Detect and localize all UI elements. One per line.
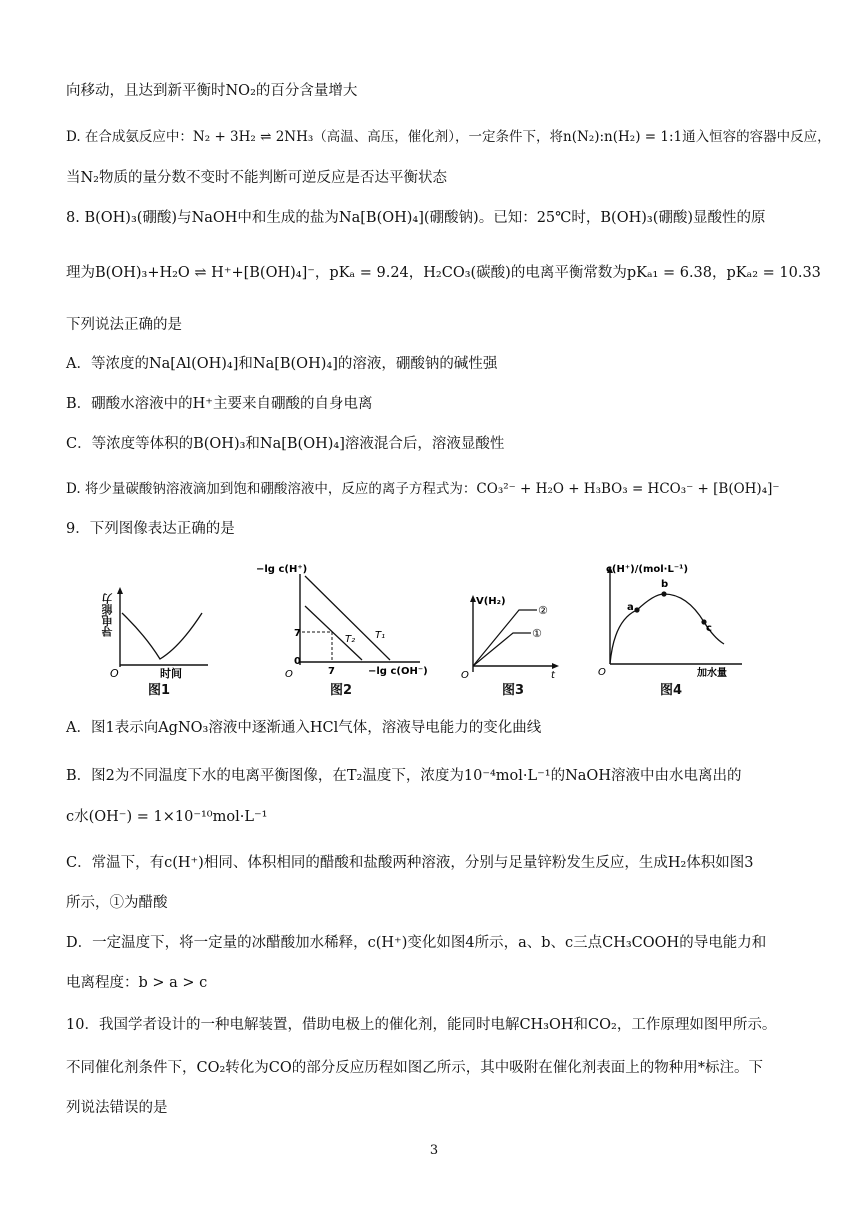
line-5: 下列说法正确的是 [66, 317, 182, 333]
fig2-t1: T₁ [375, 630, 386, 641]
fig4-origin: O [598, 667, 606, 678]
fig2-ylabel: −lg c(H⁺) [256, 564, 308, 575]
option-8b: B．硼酸水溶液中的H⁺主要来自硼酸的自身电离 [66, 396, 373, 412]
line-15: 所示，①为醋酸 [66, 895, 168, 911]
line-17: 电离程度：b > a > c [66, 975, 208, 991]
line-2: 当N₂物质的量分数不变时不能判断可逆反应是否达平衡状态 [66, 170, 447, 186]
fig3-xlabel: t [551, 670, 555, 680]
fig3-ylabel: V(H₂) [476, 596, 506, 607]
option-9a: A．图1表示向AgNO₃溶液中逐渐通入HCl气体，溶液导电能力的变化曲线 [66, 720, 542, 736]
figure-4 [592, 560, 757, 680]
fig1-origin: O [110, 667, 119, 680]
line-4: 理为B(OH)₃+H₂O ⇌ H⁺+[B(OH)₄]⁻，pKₐ = 9.24，H₂CO₃(碳酸)的电离平衡常数为pKₐ₁ = 6.38，pKₐ₂ = 10.33 [66, 265, 821, 281]
fig2-zero: 0 [294, 656, 301, 667]
line-20: 列说法错误的是 [66, 1100, 168, 1116]
line-13: c水(OH⁻) = 1×10⁻¹⁰mol·L⁻¹ [66, 809, 268, 825]
option-9b: B．图2为不同温度下水的电离平衡图像，在T₂温度下，浓度为10⁻⁴mol·L⁻¹的NaOH溶液中由水电离出的 [66, 768, 742, 784]
figure-3 [455, 590, 565, 680]
fig2-tick-x: 7 [328, 666, 335, 677]
fig4-caption: 图4 [660, 683, 683, 698]
option-8d: D. 将少量碳酸钠溶液滴加到饱和硼酸溶液中，反应的离子方程式为：CO₃²⁻ + H₂O + H₃BO₃ = HCO₃⁻ + [B(OH)₄]⁻ [66, 481, 780, 497]
option-9c: C．常温下，有c(H⁺)相同、体积相同的醋酸和盐酸两种溶液，分别与足量锌粉发生反应，生成H₂体积如图3 [66, 855, 754, 871]
fig4-point-c: c [706, 623, 712, 634]
page-number: 3 [429, 1143, 439, 1158]
fig2-origin: O [285, 669, 293, 680]
question-10: 10．我国学者设计的一种电解装置，借助电极上的催化剂，能同时电解CH₃OH和CO₂，工作原理如图甲所示。 [66, 1017, 777, 1033]
fig4-point-b: b [661, 579, 669, 590]
fig1-xlabel: 时间 [160, 667, 182, 680]
figure-1 [100, 585, 215, 680]
fig2-caption: 图2 [330, 683, 353, 698]
fig4-xlabel: 加水量 [697, 668, 727, 679]
fig3-series-1: ① [532, 627, 542, 640]
fig1-caption: 图1 [148, 683, 171, 698]
fig3-origin: O [461, 670, 469, 680]
question-8: 8. B(OH)₃(硼酸)与NaOH中和生成的盐为Na[B(OH)₄](硼酸钠)。已知：25℃时，B(OH)₃(硼酸)显酸性的原 [66, 210, 766, 226]
line-1: D. 在合成氨反应中：N₂ + 3H₂ ⇌ 2NH₃（高温、高压，催化剂），一定条件下，将n(N₂):n(H₂) = 1:1通入恒容的容器中反应， [66, 129, 831, 145]
fig2-t2: T₂ [345, 634, 356, 645]
fig2-xlabel: −lg c(OH⁻) [368, 666, 428, 677]
fig4-ylabel: c(H⁺)/(mol·L⁻¹) [606, 564, 689, 575]
option-8a: A．等浓度的Na[Al(OH)₄]和Na[B(OH)₄]的溶液，硼酸钠的碱性强 [66, 356, 498, 372]
fig1-ylabel: 导电能力 [101, 593, 114, 637]
fig3-series-2: ② [538, 604, 548, 617]
fig2-tick-y: 7 [294, 628, 301, 639]
fig3-caption: 图3 [502, 683, 525, 698]
line-19: 不同催化剂条件下，CO₂转化为CO的部分反应历程如图乙所示，其中吸附在催化剂表面上的物种用*标注。下 [66, 1060, 764, 1076]
line-0: 向移动，且达到新平衡时NO₂的百分含量增大 [66, 83, 358, 99]
option-9d: D．一定温度下，将一定量的冰醋酸加水稀释，c(H⁺)变化如图4所示，a、b、c三点CH₃COOH的导电能力和 [66, 935, 767, 951]
option-8c: C．等浓度等体积的B(OH)₃和Na[B(OH)₄]溶液混合后，溶液显酸性 [66, 436, 505, 452]
question-9: 9．下列图像表达正确的是 [66, 521, 235, 537]
figure-2 [250, 560, 430, 680]
fig4-point-a: a [627, 602, 634, 613]
